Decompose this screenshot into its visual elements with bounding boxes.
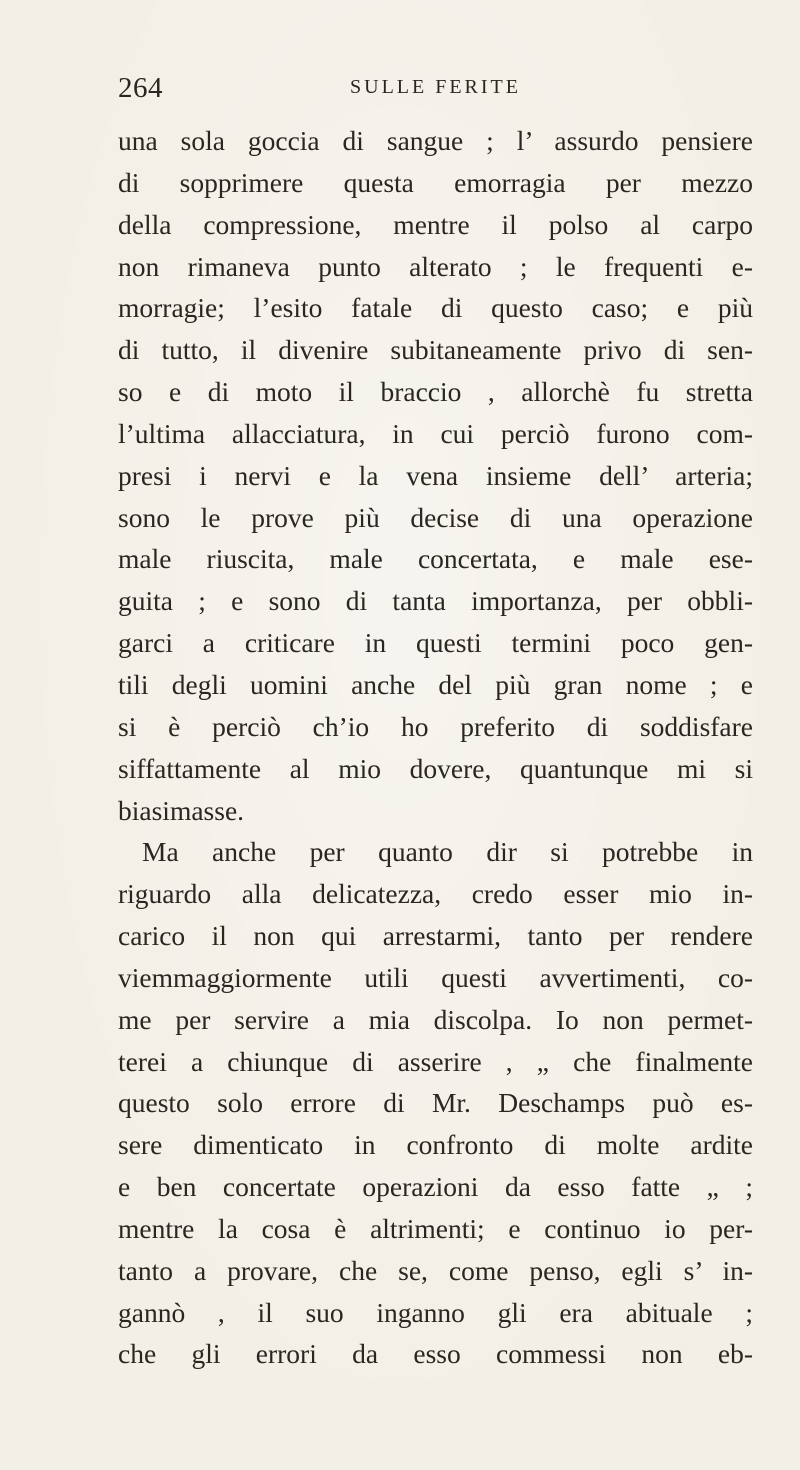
- text-line: guita ; e sono di tanta importanza, per obbli-: [118, 585, 753, 617]
- text-line: della compressione, mentre il polso al carpo: [118, 208, 753, 240]
- text-line: sono le prove più decise di una operazione: [118, 501, 753, 533]
- body-text: [118, 120, 753, 1375]
- page-header: [118, 72, 753, 112]
- text-line: terei a chiunque di asserire , „ che finalmente: [118, 1045, 753, 1077]
- text-line: l’ultima allacciatura, in cui perciò furono com-: [118, 417, 753, 449]
- text-line: mentre la cosa è altrimenti; e continuo io per-: [118, 1212, 753, 1244]
- text-line: di sopprimere questa emorragia per mezzo: [118, 166, 753, 198]
- text-line: si è perciò ch’io ho preferito di soddisfare: [118, 710, 753, 742]
- text-line: non rimaneva punto alterato ; le frequenti e-: [118, 250, 753, 282]
- text-line: di tutto, il divenire subitaneamente privo di sen-: [118, 334, 753, 366]
- text-line: so e di moto il braccio , allorchè fu stretta: [118, 376, 753, 408]
- text-line: riguardo alla delicatezza, credo esser mio in-: [118, 878, 753, 910]
- text-line: sere dimenticato in confronto di molte ardite: [118, 1129, 753, 1161]
- text-line: tanto a provare, che se, come penso, egli s’ in-: [118, 1254, 753, 1286]
- text-line: e ben concertate operazioni da esso fatte „ ;: [118, 1171, 753, 1203]
- page-number: 264: [118, 72, 163, 104]
- text-line: che gli errori da esso commessi non eb-: [118, 1338, 753, 1370]
- text-line: una sola goccia di sangue ; l’ assurdo pensiere: [118, 125, 753, 156]
- running-title: SULLE FERITE: [350, 76, 521, 98]
- text-line: gannò , il suo inganno gli era abituale ;: [118, 1296, 753, 1328]
- text-line: siffattamente al mio dovere, quantunque mi si: [118, 752, 753, 784]
- text-line-paragraph-start: Ma anche per quanto dir si potrebbe in: [142, 836, 753, 868]
- text-line: me per servire a mia discolpa. Io non permet-: [118, 1003, 753, 1035]
- text-line: garci a criticare in questi termini poco gen-: [118, 627, 753, 659]
- text-line: morragie; l’esito fatale di questo caso; e più: [118, 292, 753, 324]
- text-line: male riuscita, male concertata, e male ese-: [118, 543, 753, 575]
- text-line: carico il non qui arrestarmi, tanto per rendere: [118, 920, 753, 952]
- text-line: questo solo errore di Mr. Deschamps può es-: [118, 1087, 753, 1119]
- text-line: tili degli uomini anche del più gran nome ; e: [118, 668, 753, 700]
- text-line: presi i nervi e la vena insieme dell’ arteria;: [118, 459, 753, 491]
- text-line: viemmaggiormente utili questi avvertimenti, co-: [118, 961, 753, 993]
- text-line-paragraph-end: biasimasse.: [118, 794, 245, 826]
